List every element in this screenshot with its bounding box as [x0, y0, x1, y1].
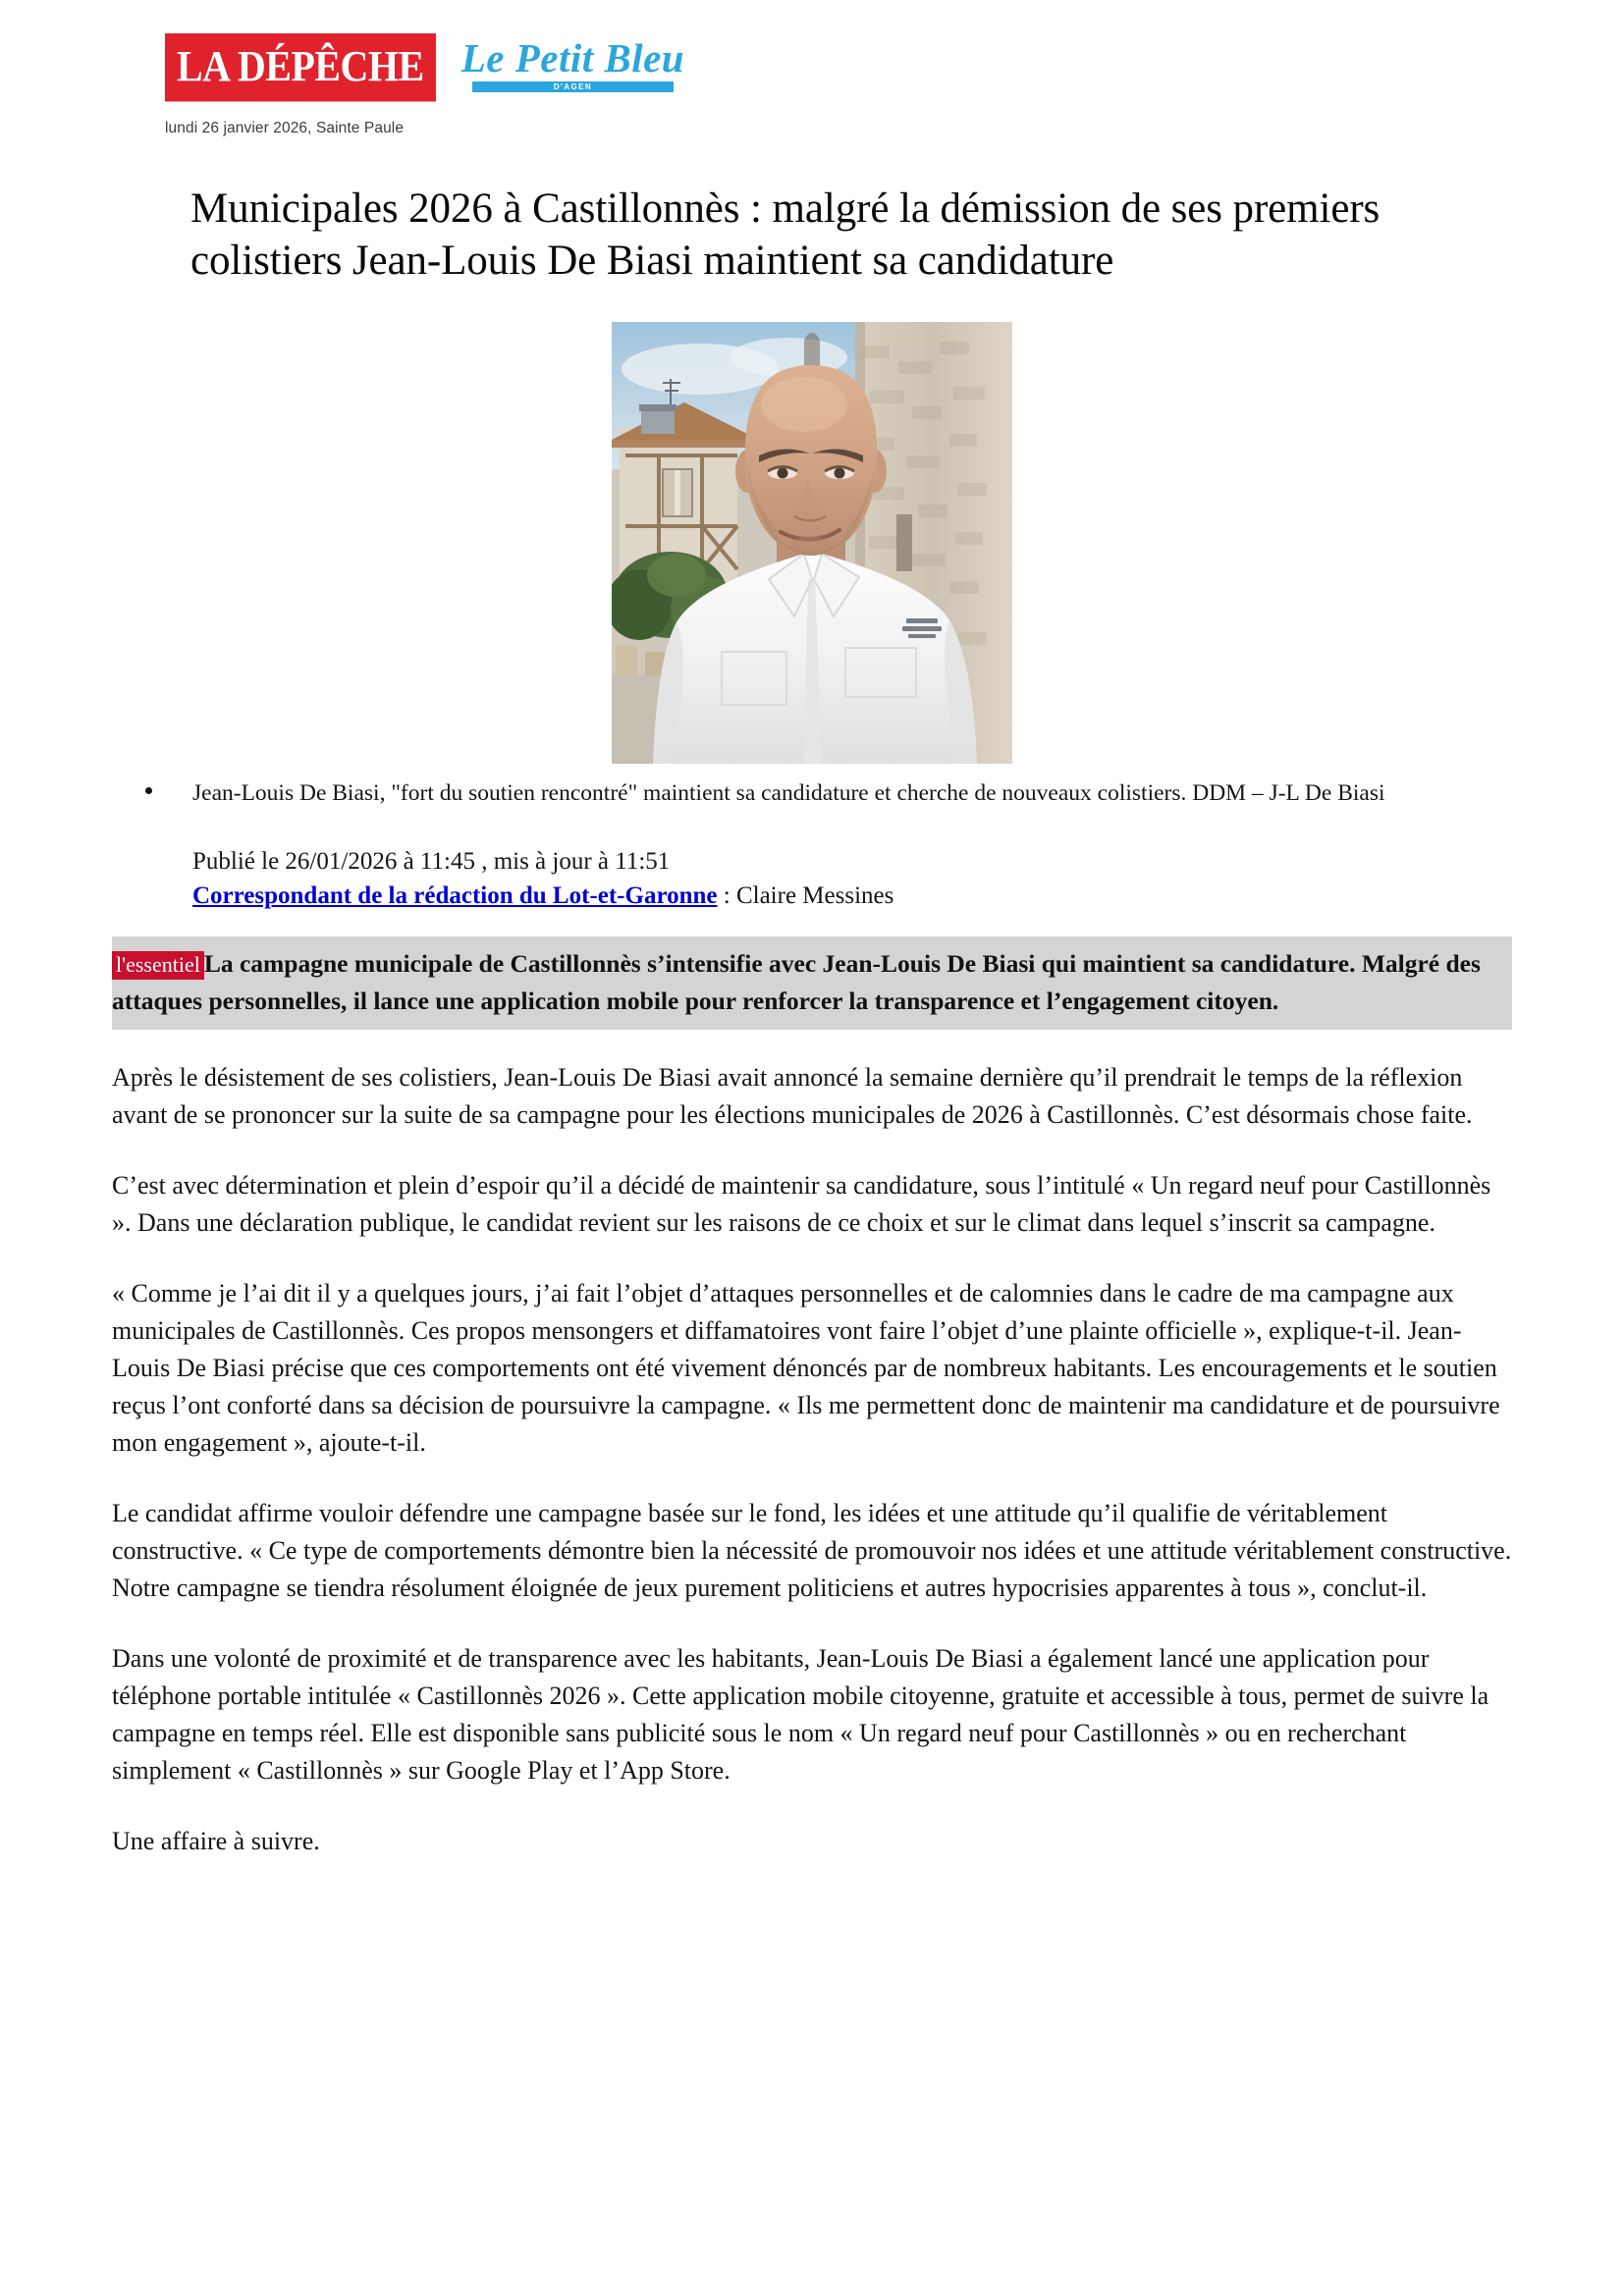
- masthead-date-line: lundi 26 janvier 2026, Sainte Paule: [165, 120, 405, 136]
- essentiel-summary-box: [112, 936, 1512, 1030]
- photo-caption-text: Jean-Louis De Biasi, "fort du soutien rencontré" maintient sa candidature et cherche de nouveaux colistiers. DDM – J-L De Biasi: [192, 780, 1385, 806]
- article: [0, 183, 1624, 1894]
- byline-separator: :: [717, 882, 736, 909]
- le-petit-bleu-logo: [461, 33, 684, 92]
- article-paragraph: Le candidat affirme vouloir défendre une campagne basée sur le fond, les idées et une attitude qu’il qualifie de véritablement constructive. « Ce type de comportements démontre bien la nécessité de promouvoir nos idées et une attitude véritablement constructive. Notre campagne se tiendra résolument éloignée de jeux purement politiciens et autres hypocrisies apparentes à tous », conclut-il.: [112, 1499, 1512, 1602]
- author-name: Claire Messines: [735, 882, 894, 909]
- le-petit-bleu-wordmark: Le Petit Bleu: [460, 35, 685, 80]
- article-photo: [612, 322, 1012, 764]
- article-headline: Municipales 2026 à Castillonnès : malgré la démission de ses premiers colistiers Jean-Louis De Biasi maintient sa candidature: [190, 186, 1380, 284]
- article-body: [0, 1059, 1624, 1860]
- essentiel-summary-text: La campagne municipale de Castillonnès s’intensifie avec Jean-Louis De Biasi qui maintient sa candidature. Malgré des attaques personnelles, il lance une application mobile pour renforcer la transparence et l’engagement citoyen.: [112, 949, 1481, 1015]
- article-photo-wrapper: [0, 322, 1624, 764]
- masthead: [165, 33, 774, 151]
- photo-caption-item: [0, 777, 1624, 809]
- article-paragraph: Dans une volonté de proximité et de transparence avec les habitants, Jean-Louis De Biasi a également lancé une application pour téléphone portable intitulée « Castillonnès 2026 ». Cette application mobile citoyenne, gratuite et accessible à tous, permet de suivre la campagne en temps réel. Elle est disponible sans publicité sous le nom « Un regard neuf pour Castillonnès » ou en recherchant simplement « Castillonnès » sur Google Play et l’App Store.: [112, 1644, 1489, 1785]
- article-paragraph: Une affaire à suivre.: [112, 1827, 320, 1855]
- photo-caption-list: [0, 777, 1624, 809]
- article-paragraph: C’est avec détermination et plein d’espoir qu’il a décidé de maintenir sa candidature, sous l’intitulé « Un regard neuf pour Castillonnès ». Dans une déclaration publique, le candidat revient sur les raisons de ce choix et sur le climat dans lequel s’inscrit sa campagne.: [112, 1171, 1491, 1237]
- article-paragraph: « Comme je l’ai dit il y a quelques jours, j’ai fait l’objet d’attaques personnelles et de calomnies dans le cadre de ma campagne aux municipales de Castillonnès. Ces propos mensongers et diffamatoires vont faire l’objet d’une plainte officielle », explique-t-il. Jean-Louis De Biasi précise que ces comportements ont été vivement dénoncés par de nombreux habitants. Les encouragements et le soutien reçus l’ont conforté dans sa décision de poursuivre la campagne. « Ils me permettent donc de maintenir ma candidature et de poursuivre mon engagement », ajoute-t-il.: [112, 1279, 1500, 1457]
- la-depeche-logo: LA DÉPÊCHE: [165, 33, 436, 101]
- article-paragraph: Après le désistement de ses colistiers, Jean-Louis De Biasi avait annoncé la semaine dernière qu’il prendrait le temps de la réflexion avant de se prononcer sur la suite de sa campagne pour les élections municipales de 2026 à Castillonnès. C’est désormais chose faite.: [112, 1063, 1473, 1129]
- correspondent-link[interactable]: Correspondant de la rédaction du Lot-et-Garonne: [192, 882, 718, 909]
- published-line: Publié le 26/01/2026 à 11:45 , mis à jour à 11:51: [192, 848, 671, 875]
- bullet-icon: [145, 787, 152, 794]
- author-line: [192, 879, 1624, 913]
- le-petit-bleu-subtitle: D'AGEN: [553, 82, 593, 91]
- masthead-logos: [165, 33, 774, 104]
- le-petit-bleu-rule: [472, 81, 674, 92]
- byline-block: [0, 844, 1624, 913]
- essentiel-badge: l'essentiel: [112, 951, 204, 980]
